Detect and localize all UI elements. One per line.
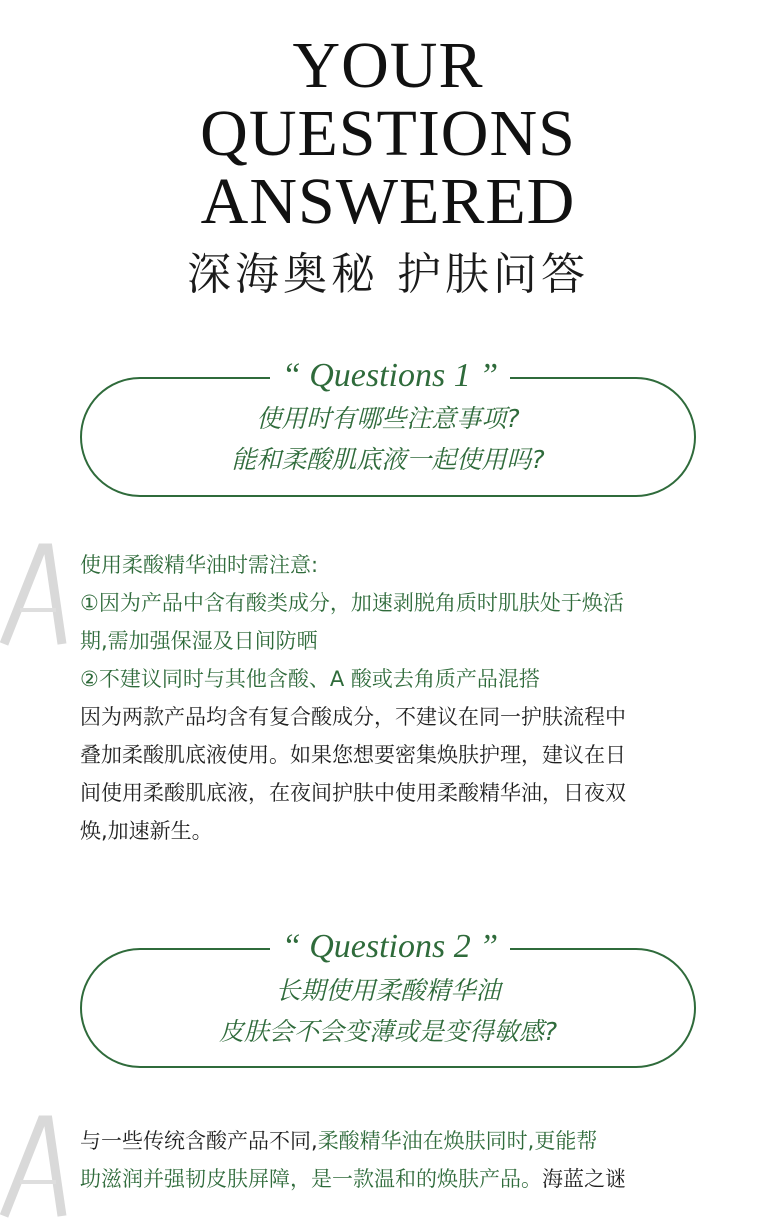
question-2-title: “ Questions 2 ” (82, 928, 698, 966)
heading-line-3: ANSWERED (200, 165, 576, 238)
subtitle: 深海奥秘 护肤问答 (187, 249, 589, 300)
answer-2-line-1 (80, 1122, 740, 1160)
question-1-line-1: 使用时有哪些注意事项? (256, 404, 520, 433)
answer-2-line-2 (80, 1160, 740, 1198)
answer-1-line: 期,需加强保湿及日间防晒 (80, 629, 318, 653)
answer-2-highlight: 助滋润并强韧皮肤屏障，是一款温和的焕肤产品。 (80, 1167, 542, 1191)
answer-1 (80, 546, 740, 850)
answer-1-line: 使用柔酸精华油时需注意: (80, 553, 319, 577)
answer-1-line: ①因为产品中含有酸类成分，加速剥脱角质时肌肤处于焕活 (80, 591, 624, 615)
heading-line-2: QUESTIONS (200, 97, 576, 170)
answer-1-line: ②不建议同时与其他含酸、A 酸或去角质产品混搭 (80, 667, 540, 691)
question-2-box (80, 928, 696, 1068)
question-2-line-1: 长期使用柔酸精华油 (275, 976, 501, 1005)
answer-1-line: 间使用柔酸肌底液，在夜间护肤中使用柔酸精华油，日夜双 (80, 781, 626, 805)
answer-2 (80, 1122, 740, 1198)
answer-2-text: 与一些传统含酸产品不同, (80, 1129, 318, 1153)
question-1-line-2: 能和柔酸肌底液一起使用吗? (231, 445, 545, 474)
answer-letter-a-decor (0, 1112, 70, 1222)
answer-1-line: 焕,加速新生。 (80, 819, 213, 843)
answer-letter-a-decor (0, 540, 70, 650)
question-1-title: “ Questions 1 ” (82, 357, 698, 395)
answer-1-line: 因为两款产品均含有复合酸成分，不建议在同一护肤流程中 (80, 705, 626, 729)
answer-2-text: 海蓝之谜 (542, 1167, 626, 1191)
heading-line-1: YOUR (292, 29, 484, 102)
answer-2-highlight: 柔酸精华油在焕肤同时,更能帮 (317, 1129, 598, 1153)
question-2-line-2: 皮肤会不会变薄或是变得敏感? (218, 1017, 558, 1046)
question-1-box (80, 357, 696, 497)
answer-1-line: 叠加柔酸肌底液使用。如果您想要密集焕肤护理，建议在日 (80, 743, 626, 767)
main-heading (0, 29, 776, 238)
